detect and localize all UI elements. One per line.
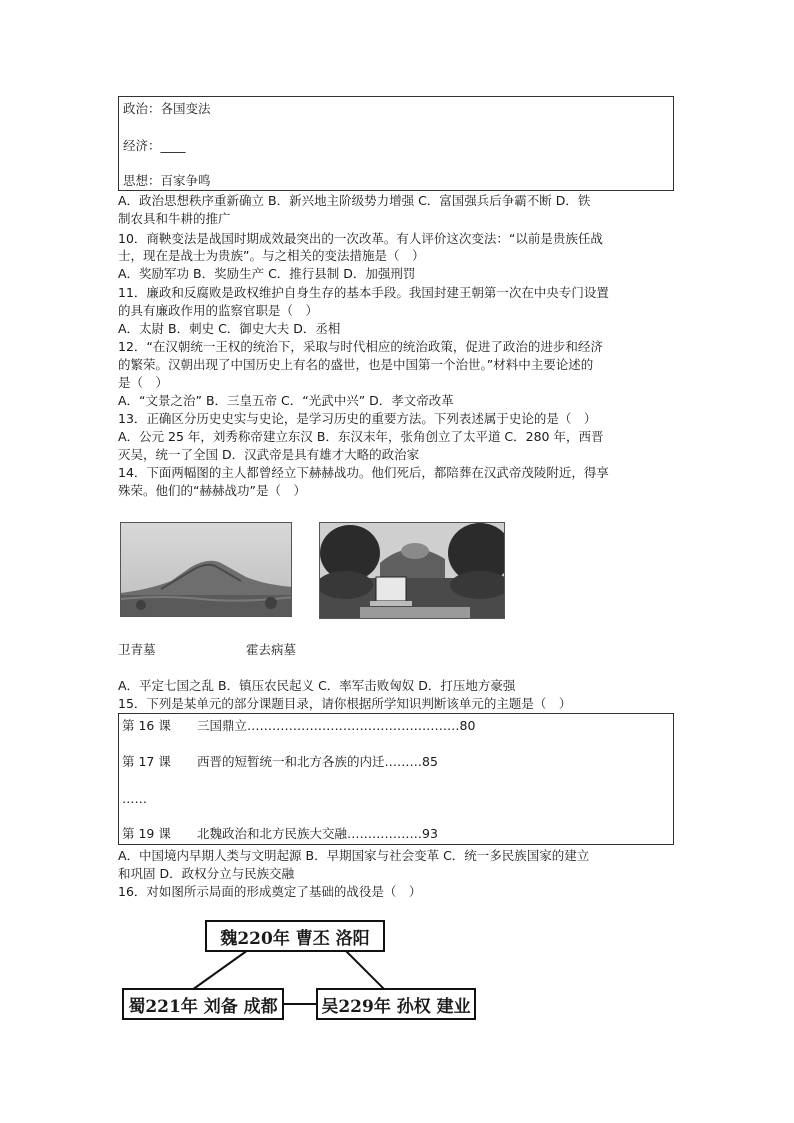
box-line-thought: 思想：百家争鸣 bbox=[123, 173, 211, 188]
q9-options-line1: A．政治思想秩序重新确立 B．新兴地主阶级势力增强 C．富国强兵后争霸不断 D．铁 bbox=[118, 193, 591, 208]
q15-options-line2: 和巩固 D．政权分立与民族交融 bbox=[118, 866, 295, 881]
box-line-economy: 经济：____ bbox=[123, 138, 186, 153]
weiqing-tomb-caption: 卫青墓 bbox=[118, 642, 156, 657]
summary-box bbox=[118, 96, 674, 191]
toc-box bbox=[118, 713, 674, 845]
q12-options: A．“文景之治” B．三皇五帝 C．“光武中兴” D．孝文帝改革 bbox=[118, 393, 454, 408]
q14-options: A．平定七国之乱 B．镇压农民起义 C．率军击败匈奴 D．打压地方豪强 bbox=[118, 678, 516, 693]
huoqubing-tomb-caption: 霍去病墓 bbox=[246, 642, 297, 657]
q15-options-line1: A．中国境内早期人类与文明起源 B．早期国家与社会变革 C．统一多民族国家的建立 bbox=[118, 848, 590, 863]
q13-stem: 13．正确区分历史史实与史论，是学习历史的重要方法。下列表述属于史论的是（ ） bbox=[118, 411, 597, 426]
q14-stem-line1: 14．下面两幅图的主人都曾经立下赫赫战功。他们死后，都陪葬在汉武帝茂陵附近，得享 bbox=[118, 465, 609, 480]
q15-stem: 15．下列是某单元的部分课题目录，请你根据所学知识判断该单元的主题是（ ） bbox=[118, 696, 572, 711]
q11-stem-line2: 的具有廉政作用的监察官职是（ ） bbox=[118, 303, 319, 318]
toc-lesson-number: 第 17 课 bbox=[122, 754, 171, 769]
q12-stem-line3: 是（ ） bbox=[118, 375, 169, 390]
q13-options-line1: A．公元 25 年，刘秀称帝建立东汉 B．东汉末年，张角创立了太平道 C．280 年，西晋 bbox=[118, 429, 604, 444]
box-line-politics: 政治：各国变法 bbox=[123, 101, 211, 116]
wei-kingdom-box: 魏220年 曹丕 洛阳 bbox=[205, 920, 385, 952]
q16-stem: 16．对如图所示局面的形成奠定了基础的战役是（ ） bbox=[118, 884, 422, 899]
q12-stem-line2: 的繁荣。汉朝出现了中国历史上有名的盛世，也是中国第一个治世。”材料中主要论述的 bbox=[118, 357, 594, 372]
toc-lesson-title: 西晋的短暂统一和北方各族的内迁………85 bbox=[197, 754, 438, 769]
toc-lesson-title: 北魏政治和北方民族大交融………………93 bbox=[197, 826, 438, 841]
toc-lesson-number: 第 19 课 bbox=[122, 826, 171, 841]
q11-stem-line1: 11．廉政和反腐败是政权维护自身生存的基本手段。我国封建王朝第一次在中央专门设置 bbox=[118, 285, 609, 300]
q10-options: A．奖励军功 B．奖励生产 C．推行县制 D．加强刑罚 bbox=[118, 266, 416, 281]
q12-stem-line1: 12．“在汉朝统一王权的统治下，采取与时代相应的统治政策，促进了政治的进步和经济 bbox=[118, 339, 603, 354]
q11-options: A．太尉 B．刺史 C．御史大夫 D．丞相 bbox=[118, 321, 341, 336]
shu-kingdom-box: 蜀221年 刘备 成都 bbox=[122, 988, 284, 1020]
mound-image bbox=[121, 523, 292, 617]
toc-ellipsis: …… bbox=[122, 791, 147, 806]
weiqing-tomb-photo bbox=[120, 522, 292, 617]
wu-kingdom-box: 吴229年 孙权 建业 bbox=[316, 988, 476, 1020]
q9-options-line2: 制农具和牛耕的推广 bbox=[118, 211, 231, 226]
q10-stem-line2: 士，现在是战士为贵族”。与之相关的变法措施是（ ） bbox=[118, 248, 425, 263]
q10-stem-line1: 10．商鞅变法是战国时期成效最突出的一次改革。有人评价这次变法：“以前是贵族任战 bbox=[118, 231, 603, 246]
toc-lesson-title: 三国鼎立……………………………………………80 bbox=[197, 718, 476, 733]
q14-stem-line2: 殊荣。他们的“赫赫战功”是（ ） bbox=[118, 483, 306, 498]
tomb-with-stele-image bbox=[320, 523, 505, 619]
q13-options-line2: 灭吴，统一了全国 D．汉武帝是具有雄才大略的政治家 bbox=[118, 447, 420, 462]
toc-lesson-number: 第 16 课 bbox=[122, 718, 171, 733]
huoqubing-tomb-photo bbox=[319, 522, 505, 619]
